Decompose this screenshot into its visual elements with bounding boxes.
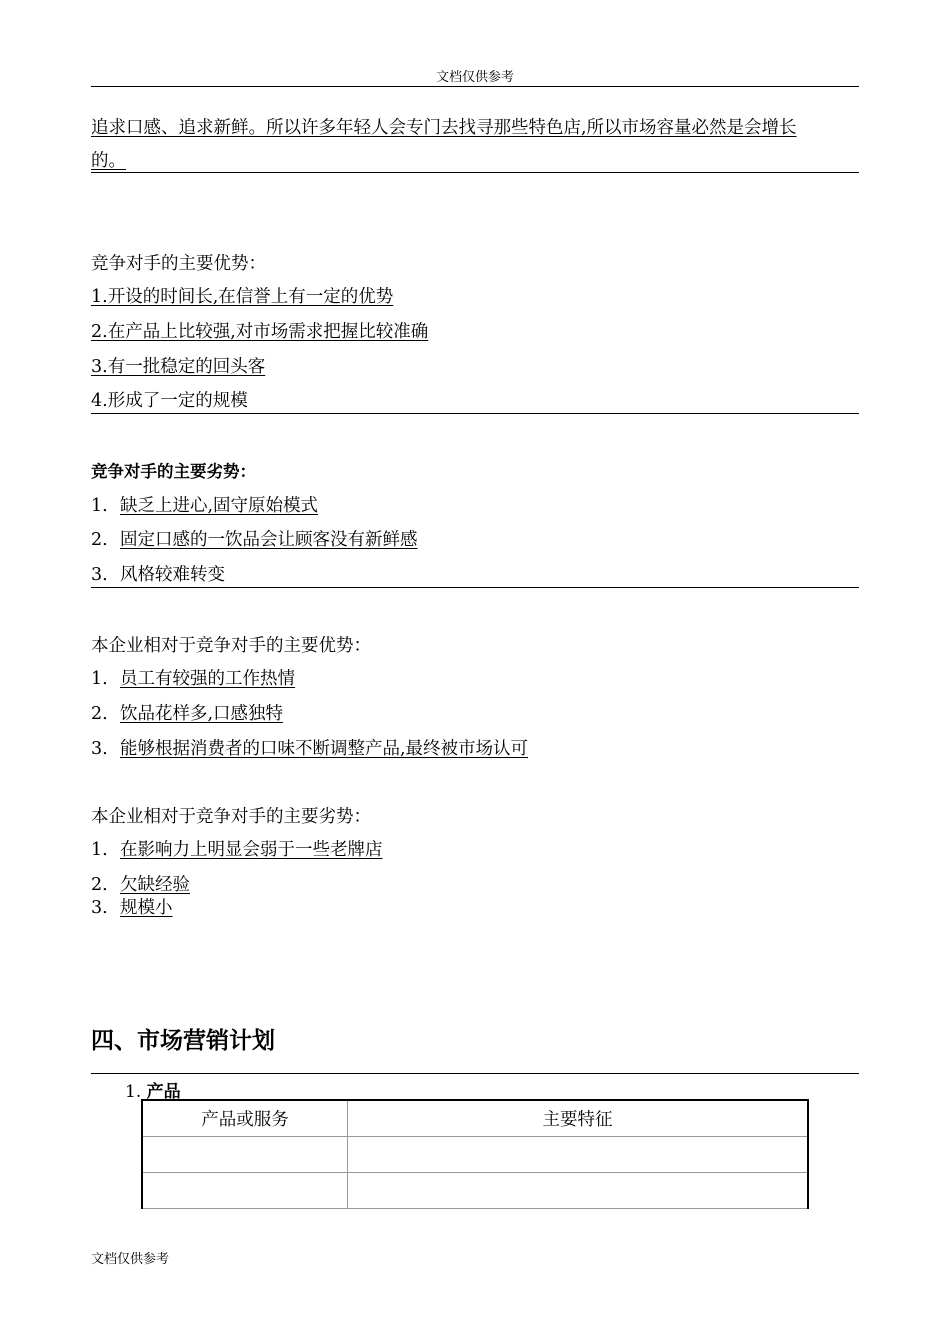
competitor-strength-item: 4.形成了一定的规模 bbox=[91, 391, 248, 411]
page-header-text: 文档仅供参考 bbox=[435, 70, 514, 85]
table-cell bbox=[142, 1137, 348, 1173]
table-header-row bbox=[142, 1100, 808, 1137]
table-cell bbox=[348, 1137, 809, 1173]
our-weakness-item bbox=[91, 840, 383, 860]
item-text: 饮品花样多,口感独特 bbox=[120, 704, 284, 724]
item-number: 3. bbox=[91, 565, 108, 585]
our-strength-item bbox=[91, 669, 295, 689]
our-strength-item bbox=[91, 704, 283, 724]
item-number: 3. bbox=[91, 739, 108, 759]
section-rule bbox=[91, 413, 859, 414]
item-text: 能够根据消费者的口味不断调整产品,最终被市场认可 bbox=[120, 739, 529, 759]
item-text: 缺乏上进心,固守原始模式 bbox=[120, 496, 319, 516]
table-cell bbox=[348, 1173, 809, 1209]
item-text: 风格较难转变 bbox=[120, 565, 225, 585]
item-number: 3. bbox=[91, 898, 108, 918]
subsection-number: 1. bbox=[125, 1082, 142, 1102]
item-number: 1. bbox=[91, 840, 108, 860]
table-header-cell: 主要特征 bbox=[348, 1100, 809, 1137]
our-strength-item bbox=[91, 739, 528, 759]
intro-line-2: 的。 bbox=[91, 151, 126, 171]
competitor-strength-item: 3.有一批稳定的回头客 bbox=[91, 357, 266, 377]
section-rule bbox=[91, 172, 859, 173]
our-strengths-title: 本企业相对于竞争对手的主要优势： bbox=[91, 636, 371, 656]
table-cell bbox=[142, 1173, 348, 1209]
competitor-strength-item: 1.开设的时间长,在信誉上有一定的优势 bbox=[91, 287, 394, 307]
competitor-weakness-item bbox=[91, 565, 225, 585]
table-row bbox=[142, 1173, 808, 1209]
product-table bbox=[141, 1099, 809, 1209]
table-row bbox=[142, 1137, 808, 1173]
intro-line-1: 追求口感、追求新鲜。所以许多年轻人会专门去找寻那些特色店,所以市场容量必然是会增长 bbox=[91, 118, 797, 138]
item-number: 1. bbox=[91, 669, 108, 689]
item-text: 员工有较强的工作热情 bbox=[120, 669, 295, 689]
competitor-weakness-item bbox=[91, 496, 318, 516]
item-text: 规模小 bbox=[120, 898, 173, 918]
our-weaknesses-title: 本企业相对于竞争对手的主要劣势： bbox=[91, 807, 371, 827]
item-text: 欠缺经验 bbox=[120, 875, 190, 895]
competitor-strengths-title: 竞争对手的主要优势： bbox=[91, 254, 266, 274]
competitor-weakness-item bbox=[91, 530, 418, 550]
item-number: 2. bbox=[91, 875, 108, 895]
page-footer-text: 文档仅供参考 bbox=[91, 1252, 170, 1267]
our-weakness-item bbox=[91, 875, 190, 895]
item-number: 2. bbox=[91, 530, 108, 550]
item-number: 1. bbox=[91, 496, 108, 516]
section-heading: 四、市场营销计划 bbox=[91, 1028, 275, 1054]
competitor-weaknesses-title: 竞争对手的主要劣势： bbox=[91, 462, 256, 481]
subsection-label: 产品 bbox=[146, 1082, 181, 1102]
header-rule bbox=[91, 86, 859, 87]
table-header-cell: 产品或服务 bbox=[142, 1100, 348, 1137]
section-rule bbox=[91, 1073, 859, 1074]
item-number: 2. bbox=[91, 704, 108, 724]
item-text: 固定口感的一饮品会让顾客没有新鲜感 bbox=[120, 530, 418, 550]
section-rule bbox=[91, 587, 859, 588]
item-text: 在影响力上明显会弱于一些老牌店 bbox=[120, 840, 383, 860]
competitor-strength-item: 2.在产品上比较强,对市场需求把握比较准确 bbox=[91, 322, 429, 342]
our-weakness-item bbox=[91, 898, 173, 918]
